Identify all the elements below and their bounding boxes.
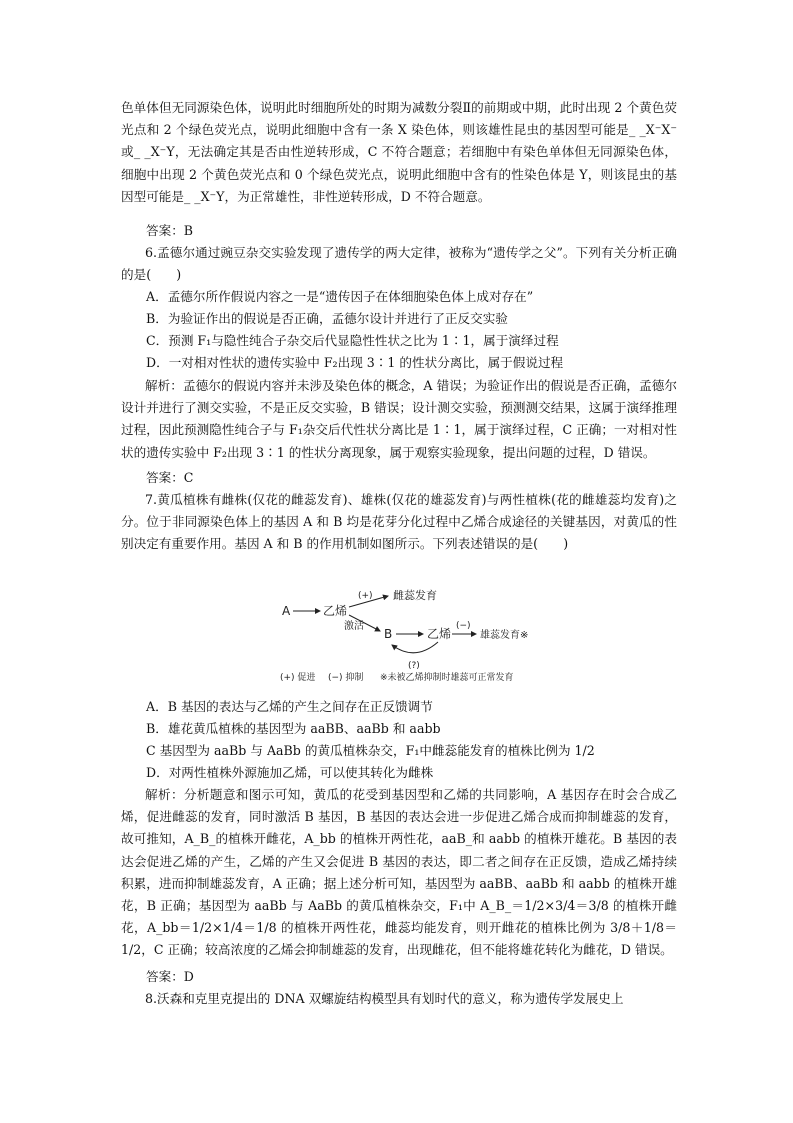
legend-inhibit: (−) 抑制 (328, 673, 364, 683)
question-6-option-b: B．为验证作出的假说是否正确，孟德尔设计并进行了正反交实验 (146, 311, 508, 326)
question-6-option-c: C．预测 F₁与隐性纯合子杂交后代显隐性性状之比为 1∶1，属于演绎过程 (146, 333, 559, 348)
question-7-stem: 7.黄瓜植株有雌株(仅花的雌蕊发育)、雄株(仅花的雄蕊发育)与两性植株(花的雌雄蕊均发育)之分。位于非同源染色体上的基因 A 和 B 均是花芽分化过程中乙烯合成途径的关键基因，对黄瓜的性别决定有重要作用。基因 A 和 B 的作用机制如图所示。下列表述错误的是( ) (121, 492, 677, 552)
diagram-minus-label: (−) (456, 621, 471, 631)
question-6-option-a: A．孟德尔所作假说内容之一是“遗传因子在体细胞染色体上成对存在” (146, 289, 534, 304)
diagram-stamen: 雄蕊发育※ (480, 630, 529, 641)
legend-note: ※未被乙烯抑制时雄蕊可正常发育 (380, 673, 514, 683)
intro-paragraph: 色单体但无同源染色体，说明此时细胞所处的时期为减数分裂Ⅱ的前期或中期，此时出现 2 个黄色荧光点和 2 个绿色荧光点，说明此细胞中含有一条 X 染色体，则该雄性昆虫的基因型可能是_ _X⁻X⁻或_ _X⁻Y，无法确定其是否由性逆转形成，C 不符合题意；若细胞中有染色单体但无同源染色体，细胞中出现 2 个黄色荧光点和 0 个绿色荧光点，说明此细胞中含有的性染色体是 Y，则该昆虫的基因型可能是_ _X⁻Y，为正常雄性，非性逆转形成，D 不符合题意。 (121, 100, 677, 204)
answer-7: 答案：D (146, 969, 194, 984)
gene-mechanism-diagram (280, 588, 540, 686)
diagram-plus-label: (+) (358, 591, 373, 601)
question-7-explanation: 解析：分析题意和图示可知，黄瓜的花受到基因型和乙烯的共同影响，A 基因存在时会合成乙烯，促进雌蕊的发育，同时激活 B 基因，B 基因的表达会进一步促进乙烯合成而抑制雄蕊的发育，故可推知，A_B_的植株开雌花，A_bb 的植株开两性花，aaB_和 aabb 的植株开雄花。B 基因的表达会促进乙烯的产生，乙烯的产生又会促进 B 基因的表达，即二者之间存在正反馈，造成乙烯持续积累，进而抑制雄蕊发育，A 正确；据上述分析可知，基因型为 aaBB、aaBb 和 aabb 的植株开雄花，B 正确；基因型为 aaBb 与 AaBb 的黄瓜植株杂交，F₁中 A_B_＝1/2×3/4＝3/8 的植株开雌花，A_bb＝1/2×1/4＝1/8 的植株开两性花，雌蕊均能发育，则开雌花的植株比例为 3/8＋1/8＝1/2，C 正确；较高浓度的乙烯会抑制雄蕊的发育，出现雌花，但不能将雄花转化为雌花，D 错误。 (121, 787, 677, 958)
question-7-option-a: A．B 基因的表达与乙烯的产生之间存在正反馈调节 (146, 699, 433, 714)
question-7-option-d: D．对两性植株外源施加乙烯，可以使其转化为雌株 (146, 765, 434, 780)
question-8-stem: 8.沃森和克里克提出的 DNA 双螺旋结构模型具有划时代的意义，称为遗传学发展史上 (145, 991, 624, 1006)
diagram-ethylene-1: 乙烯 (323, 604, 348, 618)
answer-5: 答案：B (146, 223, 194, 238)
legend-promote: (+) 促进 (280, 673, 316, 683)
arrow-feedback-loop (392, 642, 438, 653)
question-6-option-d: D．一对相对性状的遗传实验中 F₂出现 3∶1 的性状分离比，属于假说过程 (146, 355, 564, 370)
diagram-pistil: 雌蕊发育 (393, 589, 437, 602)
question-6-explanation: 解析：孟德尔的假说内容并未涉及染色体的概念，A 错误；为验证作出的假说是否正确，孟德尔设计并进行了测交实验，不是正反交实验，B 错误；设计测交实验，预测测交结果，这属于演绎推理过程，因此预测隐性纯合子与 F₁杂交后代性状分离比是 1∶1，属于演绎过程，C 正确；一对相对性状的遗传实验中 F₂出现 3∶1 的性状分离现象，属于观察实验现象，提出问题的过程，D 错误。 (121, 378, 677, 460)
diagram-ethylene-2: 乙烯 (427, 627, 452, 641)
answer-6: 答案：C (146, 470, 194, 485)
diagram-node-b: B (384, 627, 393, 641)
diagram-question-label: (?) (408, 661, 420, 671)
question-6-stem: 6.孟德尔通过豌豆杂交实验发现了遗传学的两大定律，被称为“遗传学之父”。下列有关分析正确的是( ) (121, 245, 677, 283)
question-7-option-c: C 基因型为 aaBb 与 AaBb 的黄瓜植株杂交，F₁中雌蕊能发育的植株比例为 1/2 (146, 743, 595, 758)
question-7-option-b: B．雄花黄瓜植株的基因型为 aaBB、aaBb 和 aabb (146, 721, 441, 736)
diagram-activate: 激活 (344, 621, 364, 632)
diagram-node-a: A (282, 604, 291, 618)
